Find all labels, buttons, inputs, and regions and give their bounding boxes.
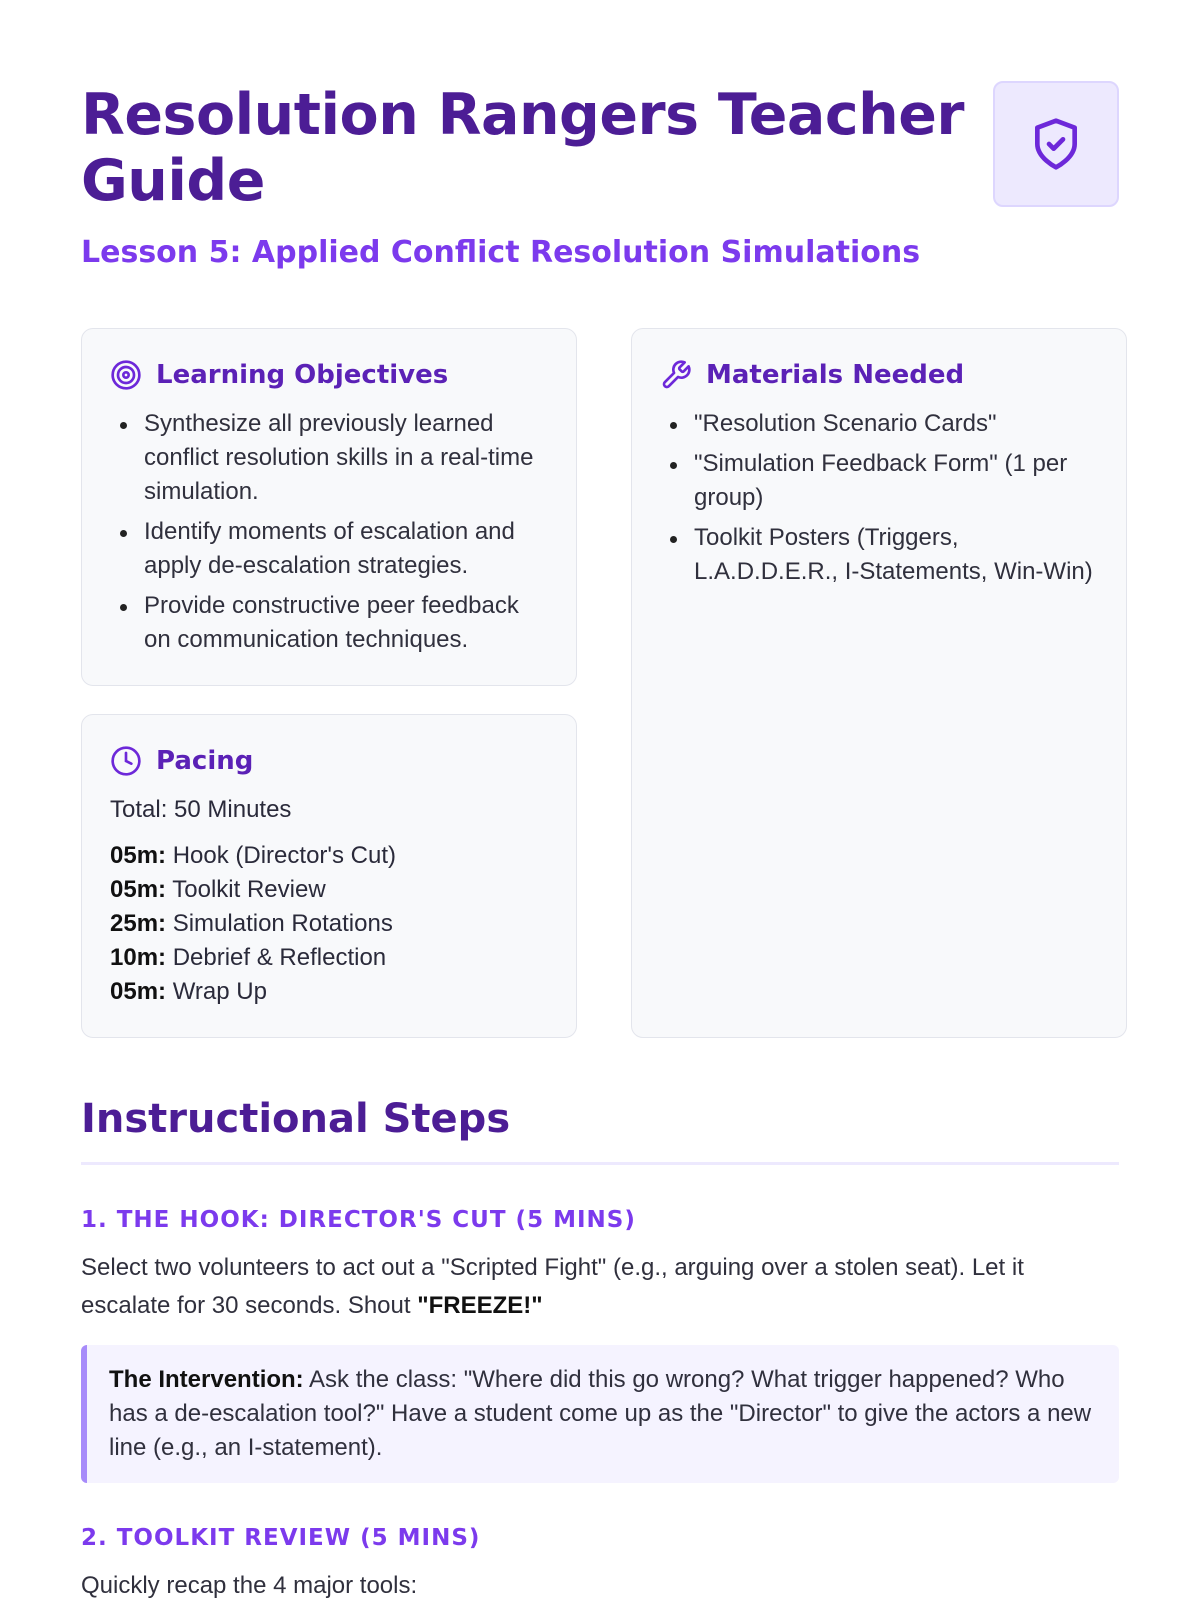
wrench-icon [660,359,692,391]
pacing-header [110,745,548,777]
step-2-text: Quickly recap the 4 major tools: [81,1572,418,1599]
list-item: Synthesize all previously learned conflict resolution skills in a real-time simulation. [110,407,548,509]
step-1-heading: 1. THE HOOK: DIRECTOR'S CUT (5 MINS) [81,1207,636,1233]
step-1-emphasis: "FREEZE!" [417,1292,543,1319]
clock-icon [110,745,142,777]
materials-list [660,407,1098,589]
overview-cards [81,328,1119,1038]
pacing-activity: Simulation Rotations [172,910,393,937]
list-item: Toolkit Posters (Triggers, L.A.D.D.E.R., I-Statements, Win-Win) [660,521,1098,589]
page-header [81,0,1119,272]
pacing-activity: Debrief & Reflection [172,944,387,971]
callout-label: The Intervention: [109,1366,304,1393]
shield-check-icon [993,81,1119,207]
materials-needed-title: Materials Needed [706,360,965,390]
pacing-time: 05m: [110,842,167,869]
pacing-card [81,714,577,1038]
list-item: Identify moments of escalation and apply de-escalation strategies. [110,515,548,583]
learning-objectives-card [81,328,577,686]
intervention-callout [81,1345,1119,1483]
lesson-subtitle: Lesson 5: Applied Conflict Resolution Simulations [81,235,921,270]
step-1-body: Select two volunteers to act out a "Scripted Fight" (e.g., arguing over a stolen seat). Let it escalate for 30 seconds. Shout [81,1254,1024,1319]
pacing-title: Pacing [156,746,254,776]
list-item: Provide constructive peer feedback on communication techniques. [110,589,548,657]
step-1-text [81,1249,1119,1325]
page-title: Resolution Rangers Teacher Guide [81,82,964,214]
pacing-row [110,907,548,941]
pacing-time: 05m: [110,978,167,1005]
objectives-list [110,407,548,657]
learning-objectives-title: Learning Objectives [156,360,449,390]
pacing-row [110,873,548,907]
pacing-time: 05m: [110,876,167,903]
instructional-steps-section [81,1096,1119,1600]
pacing-activity: Wrap Up [172,978,267,1005]
materials-needed-card [631,328,1127,1038]
pacing-activity: Toolkit Review [172,876,326,903]
pacing-activity: Hook (Director's Cut) [172,842,396,869]
pacing-row [110,941,548,975]
learning-objectives-header [110,359,548,391]
pacing-time: 10m: [110,944,167,971]
list-item: "Simulation Feedback Form" (1 per group) [660,447,1098,515]
pacing-row [110,839,548,873]
pacing-total: Total: 50 Minutes [110,796,292,823]
step-2-heading: 2. TOOLKIT REVIEW (5 MINS) [81,1525,481,1551]
instructional-steps-title: Instructional Steps [81,1096,1119,1165]
pacing-time: 25m: [110,910,167,937]
list-item: "Resolution Scenario Cards" [660,407,1098,441]
materials-needed-header [660,359,1098,391]
pacing-row [110,975,548,1009]
callout-text: Ask the class: "Where did this go wrong? What trigger happened? Who has a de-escalation tool?" Have a student come up as the "Director" to give the actors a new line (e.g., an I-statement). [109,1366,1092,1461]
target-icon [110,359,142,391]
